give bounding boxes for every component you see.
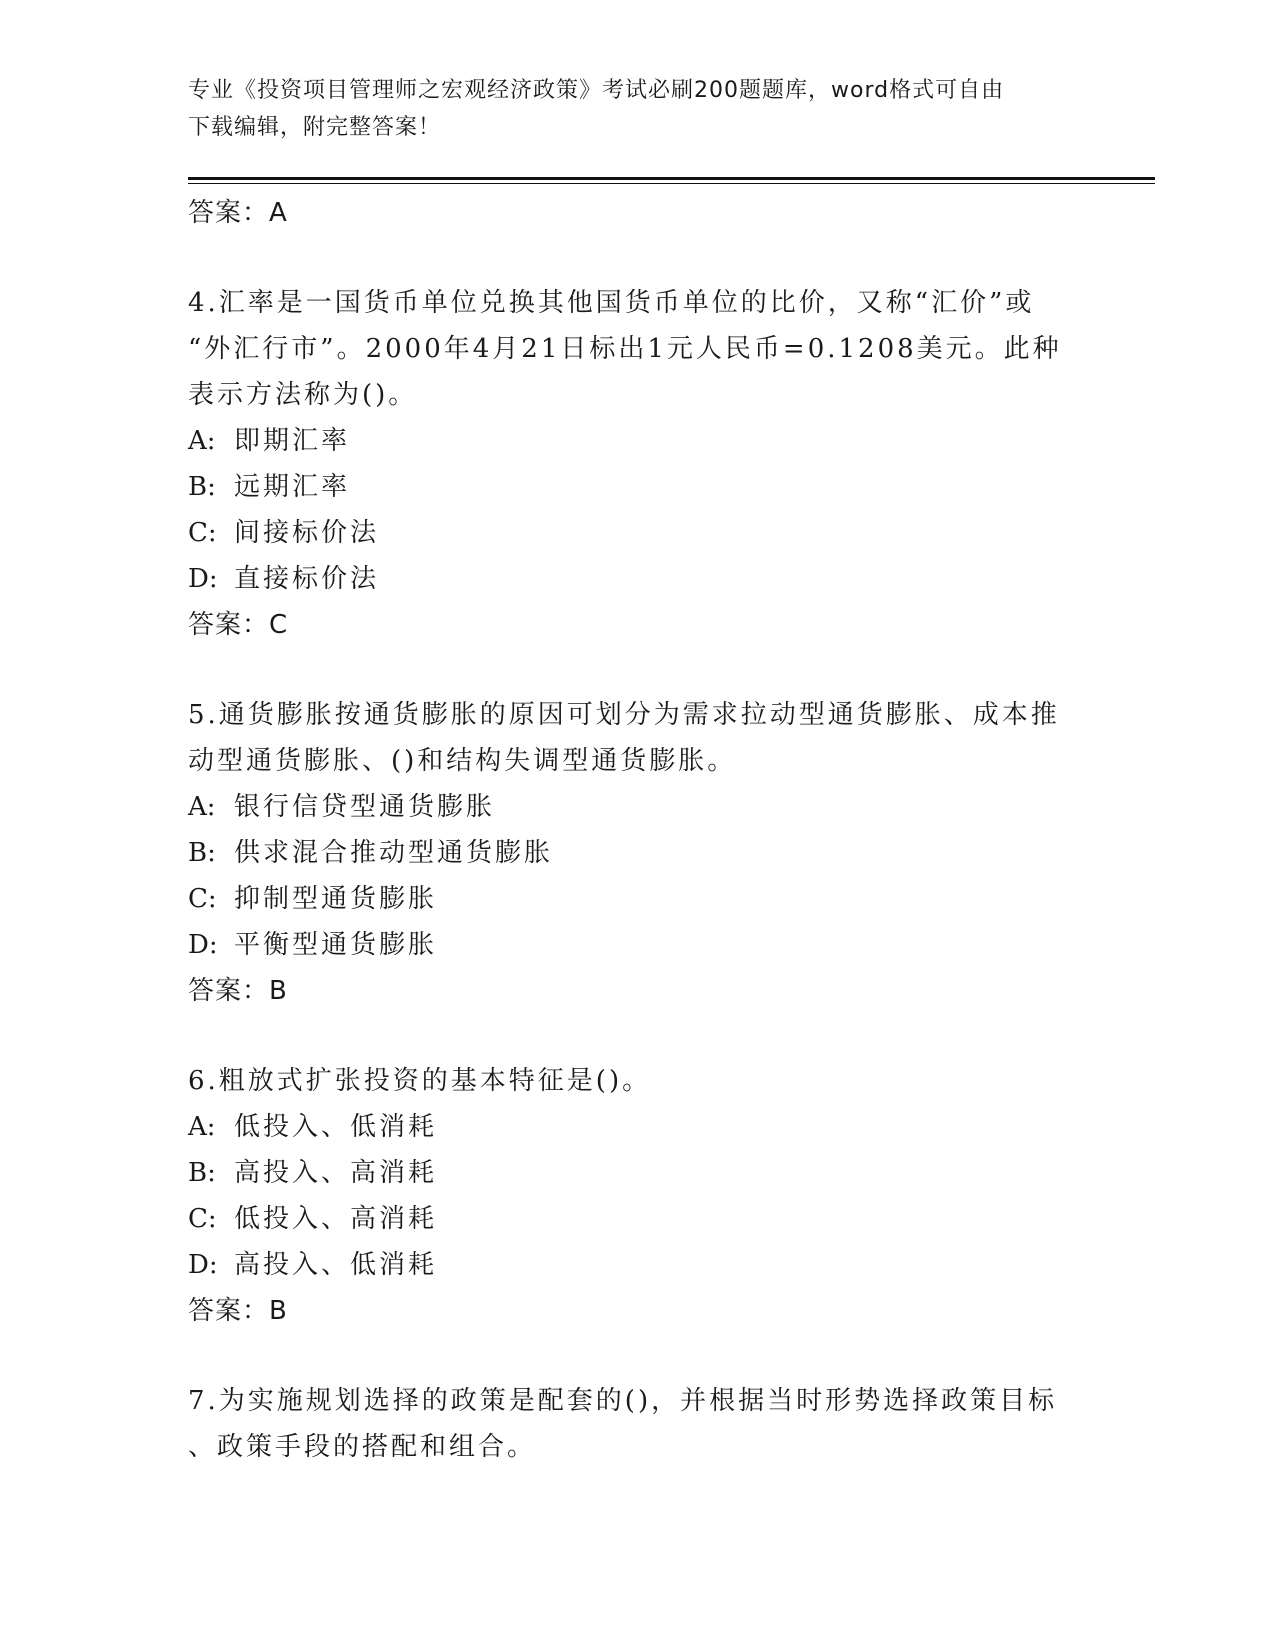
question-text (188, 280, 1088, 418)
option-text: 高投入、高消耗 (234, 1158, 438, 1188)
question-line: 7.为实施规划选择的政策是配套的()，并根据当时形势选择政策目标 (188, 1386, 1058, 1416)
question-line: 4.汇率是一国货币单位兑换其他国货币单位的比价，又称“汇价”或 (188, 288, 1035, 318)
option-b (188, 830, 1088, 876)
question-block-5 (188, 692, 1088, 1014)
spacer (188, 648, 1088, 692)
option-key: B: (188, 1158, 216, 1188)
option-text: 平衡型通货膨胀 (234, 930, 438, 960)
option-key: D: (188, 564, 218, 594)
question-line: 表示方法称为()。 (188, 380, 418, 410)
option-key: D: (188, 1250, 218, 1280)
spacer (188, 1014, 1088, 1058)
header-line-2: 下载编辑，附完整答案！ (188, 115, 442, 140)
question-text (188, 1378, 1088, 1470)
option-key: B: (188, 472, 216, 502)
option-text: 直接标价法 (234, 564, 380, 594)
option-d (188, 922, 1088, 968)
option-c (188, 876, 1088, 922)
option-key: D: (188, 930, 218, 960)
option-b (188, 464, 1088, 510)
option-d (188, 1242, 1088, 1288)
option-a (188, 418, 1088, 464)
option-key: A: (188, 1112, 216, 1142)
question-content (188, 190, 1088, 1470)
option-key: C: (188, 518, 217, 548)
question-block-6 (188, 1058, 1088, 1334)
option-text: 供求混合推动型通货膨胀 (234, 838, 554, 868)
option-key: A: (188, 792, 216, 822)
option-text: 即期汇率 (234, 426, 351, 456)
option-key: C: (188, 884, 217, 914)
option-c (188, 1196, 1088, 1242)
question-text (188, 692, 1088, 784)
question-line: 5.通货膨胀按通货膨胀的原因可划分为需求拉动型通货膨胀、成本推 (188, 700, 1060, 730)
question-text (188, 1058, 1088, 1104)
question-line: “外汇行市”。2000年4月21日标出1元人民币=0.1208美元。此种 (188, 334, 1062, 364)
option-d (188, 556, 1088, 602)
option-b (188, 1150, 1088, 1196)
header-divider-thick (188, 177, 1155, 180)
answer-line: 答案：C (188, 610, 289, 640)
option-text: 抑制型通货膨胀 (234, 884, 438, 914)
answer-line: 答案：B (188, 1296, 288, 1326)
question-line: 、政策手段的搭配和组合。 (188, 1432, 537, 1462)
question-block-7 (188, 1378, 1088, 1470)
option-a (188, 784, 1088, 830)
option-text: 间接标价法 (234, 518, 380, 548)
option-text: 低投入、低消耗 (234, 1112, 438, 1142)
option-key: A: (188, 426, 216, 456)
question-line: 动型通货膨胀、()和结构失调型通货膨胀。 (188, 746, 737, 776)
option-c (188, 510, 1088, 556)
option-text: 银行信贷型通货膨胀 (234, 792, 496, 822)
option-text: 高投入、低消耗 (234, 1250, 438, 1280)
document-header (188, 72, 1088, 146)
header-line-1: 专业《投资项目管理师之宏观经济政策》考试必刷200题题库，word格式可自由 (188, 78, 1005, 103)
option-a (188, 1104, 1088, 1150)
option-key: C: (188, 1204, 217, 1234)
spacer (188, 1334, 1088, 1378)
question-block-4 (188, 280, 1088, 648)
answer-line: 答案：B (188, 976, 288, 1006)
option-key: B: (188, 838, 216, 868)
previous-answer: 答案：A (188, 198, 288, 228)
spacer (188, 236, 1088, 280)
header-divider-thin (188, 183, 1155, 184)
option-text: 低投入、高消耗 (234, 1204, 438, 1234)
option-text: 远期汇率 (234, 472, 351, 502)
question-line: 6.粗放式扩张投资的基本特征是()。 (188, 1066, 652, 1096)
